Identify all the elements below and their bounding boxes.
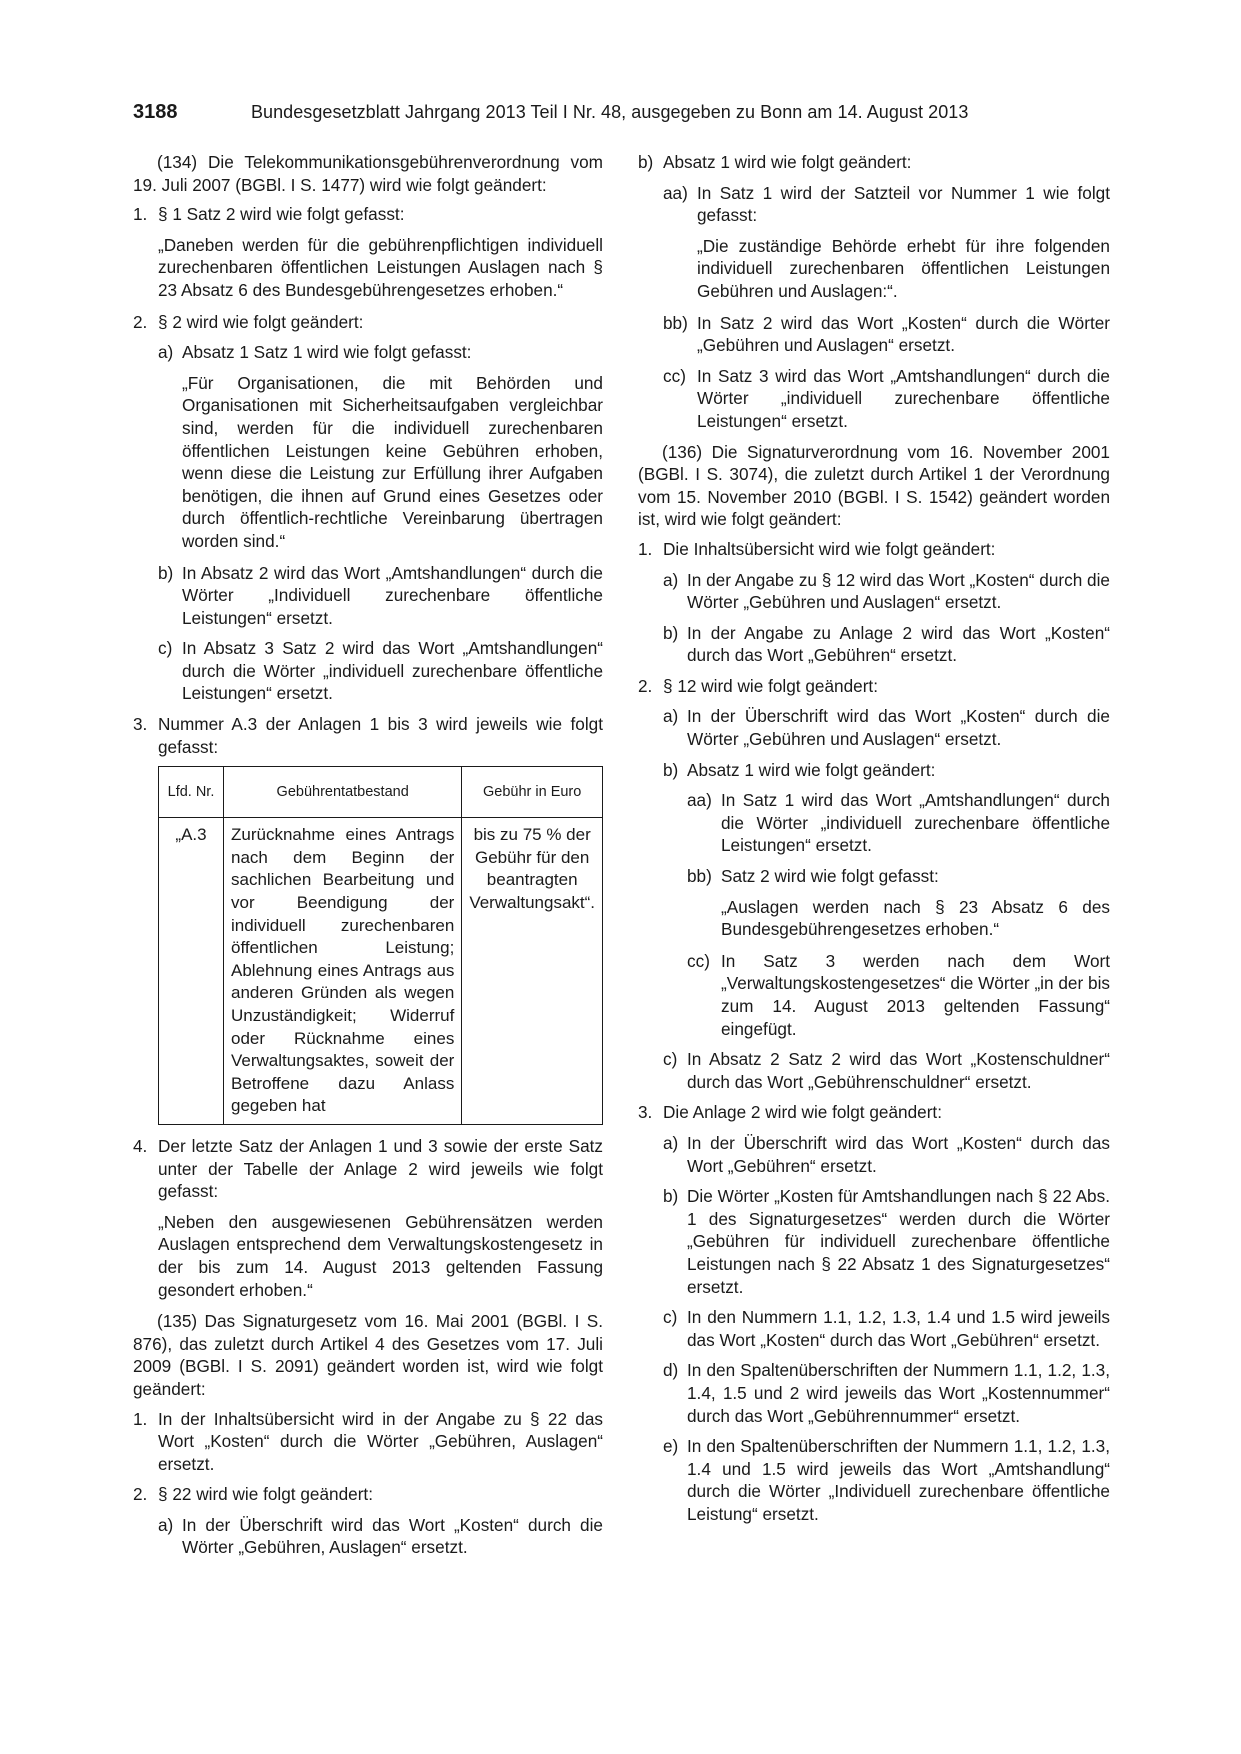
item-text: Satz 2 wird wie folgt gefasst: — [721, 866, 939, 887]
item-label: b) — [158, 562, 174, 583]
item-label: d) — [663, 1360, 679, 1381]
item-label: c) — [663, 1307, 678, 1328]
item-label: a) — [663, 706, 679, 727]
item-text: § 12 wird wie folgt geändert: — [663, 675, 878, 696]
item-label: 1. — [638, 538, 653, 559]
item-text: Die Anlage 2 wird wie folgt geändert: — [663, 1102, 942, 1123]
table-cell: bis zu 75 % der Gebühr für den beantragten Verwaltungsakt“. — [462, 818, 603, 1125]
item-text: In Satz 1 wird das Wort „Amtshandlungen“ durch die Wörter „individuell zurechenbare öffentliche Leistungen“ ersetzt. — [721, 790, 1110, 856]
item-label: c) — [158, 638, 173, 659]
column-header: Gebühr in Euro — [462, 767, 603, 818]
quoted-text: „Für Organisationen, die mit Behörden und Organisationen mit Sicherheitsaufgaben vergleichbar sind, werden für die individuell zurechenbaren öffentlichen Leistungen keine Gebühren erhoben, wenn diese die Leistung zur Erfüllung ihrer Aufgaben benötigen, die ihnen auf Grund eines Gesetzes oder durch öffentlich-rechtliche Vereinbarung übertragen worden sind.“ — [182, 372, 603, 551]
table-header-row — [159, 767, 603, 818]
item-text: § 2 wird wie folgt geändert: — [158, 311, 364, 332]
item-label: aa) — [687, 790, 712, 811]
item-label: a) — [158, 1514, 174, 1535]
item-text: In den Spaltenüberschriften der Nummern 1.1, 1.2, 1.3, 1.4 und 1.5 wird jeweils das Wort „Amtshandlung“ durch die Wörter „Individuell zurechenbare öffentliche Leistung“ ersetzt. — [687, 1436, 1110, 1524]
list-item — [638, 1101, 1110, 1124]
left-column — [133, 151, 603, 1567]
item-label: cc) — [687, 950, 710, 971]
section-134-intro: (134) Die Telekommunikationsgebührenverordnung vom 19. Juli 2007 (BGBl. I S. 1477) wird wie folgt geändert: — [133, 152, 603, 195]
item-label: 1. — [133, 1408, 148, 1429]
list-item — [638, 865, 1110, 888]
item-label: bb) — [687, 866, 712, 887]
list-item — [638, 312, 1110, 357]
item-text: § 1 Satz 2 wird wie folgt gefasst: — [158, 204, 405, 225]
item-text: In der Überschrift wird das Wort „Kosten“ durch die Wörter „Gebühren, Auslagen“ ersetzt. — [182, 1514, 603, 1558]
list-item — [638, 151, 1110, 174]
item-text: Absatz 1 Satz 1 wird wie folgt gefasst: — [182, 342, 472, 363]
item-text: In der Angabe zu § 12 wird das Wort „Kosten“ durch die Wörter „Gebühren und Auslagen“ ersetzt. — [687, 569, 1110, 613]
column-header: Gebührentatbestand — [224, 767, 462, 818]
item-text: Die Wörter „Kosten für Amtshandlungen nach § 22 Abs. 1 des Signaturgesetzes“ werden durch die Wörter „Gebühren für individuell zurechenbare öffentliche Leistungen nach § 22 Absatz 1 des Signaturgesetzes“ ersetzt. — [687, 1186, 1110, 1297]
item-label: b) — [663, 1186, 679, 1207]
list-item — [133, 1408, 603, 1476]
quoted-text: „Auslagen werden nach § 23 Absatz 6 des Bundesgebührengesetzes erhoben.“ — [721, 896, 1110, 940]
item-label: c) — [663, 1049, 678, 1070]
item-text: In Satz 3 wird das Wort „Amtshandlungen“ durch die Wörter „individuell zurechenbare öffentliche Leistungen“ ersetzt. — [697, 365, 1110, 431]
item-text: In Satz 1 wird der Satzteil vor Nummer 1 wie folgt gefasst: — [697, 182, 1110, 226]
quoted-text: „Daneben werden für die gebührenpflichtigen individuell zurechenbaren öffentlichen Leistungen Auslagen nach § 23 Absatz 6 des Bundesgebührengesetzes erhoben.“ — [158, 234, 603, 300]
list-item — [638, 1306, 1110, 1351]
item-label: b) — [638, 152, 654, 172]
list-item — [638, 675, 1110, 698]
item-text: § 22 wird wie folgt geändert: — [158, 1484, 373, 1505]
list-item — [638, 1048, 1110, 1093]
item-label: cc) — [663, 365, 686, 386]
gazette-title: Bundesgesetzblatt Jahrgang 2013 Teil I Nr. 48, ausgegeben zu Bonn am 14. August 2013 — [251, 102, 969, 122]
list-item — [133, 203, 603, 226]
list-item — [133, 341, 603, 364]
list-item — [638, 182, 1110, 227]
item-text: Die Inhaltsübersicht wird wie folgt geändert: — [663, 538, 996, 559]
list-item — [133, 311, 603, 334]
section-135-intro: (135) Das Signaturgesetz vom 16. Mai 2001 (BGBl. I S. 876), das zuletzt durch Artikel 4 des Gesetzes vom 17. Juli 2009 (BGBl. I S. 2091) geändert worden ist, wird wie folgt geändert: — [133, 1311, 603, 1399]
item-label: 3. — [638, 1102, 653, 1123]
item-label: 4. — [133, 1135, 148, 1156]
item-text: Nummer A.3 der Anlagen 1 bis 3 wird jeweils wie folgt gefasst: — [158, 714, 603, 757]
list-item — [638, 569, 1110, 614]
list-item — [638, 1359, 1110, 1427]
table-cell: Zurücknahme eines Antrags nach dem Beginn der sachlichen Bearbeitung und vor Beendigung der individuell zurechenbaren öffentlichen Leistung; Ablehnung eines Antrags aus anderen Gründen als wegen Unzuständigkeit; Widerruf oder Rücknahme eines Verwaltungsaktes, soweit der Betroffene dazu Anlass gegeben hat — [224, 818, 462, 1125]
table-cell: „A.3 — [159, 818, 224, 1125]
list-item — [638, 759, 1110, 782]
list-item — [133, 713, 603, 758]
item-label: a) — [663, 1132, 679, 1153]
item-text: In Absatz 3 Satz 2 wird das Wort „Amtshandlungen“ durch die Wörter „individuell zurechenbare öffentliche Leistungen“ ersetzt. — [182, 638, 603, 704]
item-text: In der Angabe zu Anlage 2 wird das Wort „Kosten“ durch das Wort „Gebühren“ ersetzt. — [687, 622, 1110, 666]
item-text: Absatz 1 wird wie folgt geändert: — [663, 152, 912, 172]
item-text: Der letzte Satz der Anlagen 1 und 3 sowie der erste Satz unter der Tabelle der Anlage 2 wird jeweils wie folgt gefasst: — [158, 1135, 603, 1202]
list-item — [638, 789, 1110, 857]
item-text: In der Überschrift wird das Wort „Kosten“ durch die Wörter „Gebühren und Auslagen“ ersetzt. — [687, 706, 1110, 750]
item-label: 1. — [133, 204, 148, 225]
list-item — [133, 1514, 603, 1559]
item-text: In Satz 3 werden nach dem Wort „Verwaltungskostengesetzes“ die Wörter „in der bis zum 14. August 2013 geltenden Fassung“ eingefügt. — [721, 950, 1110, 1039]
list-item — [133, 637, 603, 705]
list-item — [638, 705, 1110, 750]
list-item — [638, 1435, 1110, 1525]
item-text: In Satz 2 wird das Wort „Kosten“ durch die Wörter „Gebühren und Auslagen“ ersetzt. — [697, 312, 1110, 356]
item-label: b) — [663, 622, 679, 643]
list-item — [133, 1135, 603, 1203]
item-label: 2. — [133, 311, 148, 332]
list-item — [133, 562, 603, 630]
item-label: 2. — [638, 675, 653, 696]
page-number: 3188 — [133, 101, 178, 123]
section-136-intro: (136) Die Signaturverordnung vom 16. November 2001 (BGBl. I S. 3074), die zuletzt durch Artikel 1 der Verordnung vom 15. November 2010 (BGBl. I S. 1542) geändert worden ist, wird wie folgt geändert: — [638, 441, 1110, 530]
list-item — [638, 1185, 1110, 1298]
item-label: e) — [663, 1436, 679, 1457]
item-text: In der Inhaltsübersicht wird in der Angabe zu § 22 das Wort „Kosten“ durch die Wörter „Gebühren, Auslagen“ ersetzt. — [158, 1408, 603, 1474]
list-item — [638, 538, 1110, 561]
list-item — [638, 1132, 1110, 1177]
item-text: Absatz 1 wird wie folgt geändert: — [687, 759, 936, 780]
item-label: 3. — [133, 714, 148, 735]
item-label: aa) — [663, 182, 688, 203]
list-item — [638, 365, 1110, 433]
item-label: a) — [158, 342, 174, 363]
list-item — [638, 622, 1110, 667]
item-label: a) — [663, 569, 679, 590]
fee-table — [158, 766, 603, 1125]
item-text: In den Nummern 1.1, 1.2, 1.3, 1.4 und 1.5 wird jeweils das Wort „Kosten“ durch das Wort „Gebühren“ ersetzt. — [687, 1307, 1110, 1350]
item-label: bb) — [663, 312, 688, 333]
table-row — [159, 818, 603, 1125]
quoted-text: „Die zuständige Behörde erhebt für ihre folgenden individuell zurechenbaren öffentlichen Leistungen Gebühren und Auslagen:“. — [697, 235, 1110, 301]
column-header: Lfd. Nr. — [159, 767, 224, 818]
item-text: In den Spaltenüberschriften der Nummern 1.1, 1.2, 1.3, 1.4, 1.5 und 2 wird jeweils das Wort „Kostennummer“ durch das Wort „Gebührennummer“ ersetzt. — [687, 1360, 1110, 1426]
right-column — [638, 151, 1110, 1533]
item-text: In der Überschrift wird das Wort „Kosten“ durch das Wort „Gebühren“ ersetzt. — [687, 1132, 1110, 1176]
quoted-text: „Neben den ausgewiesenen Gebührensätzen werden Auslagen entsprechend dem Verwaltungskostengesetz in der bis zum 14. August 2013 geltenden Fassung gesondert erhoben.“ — [158, 1211, 603, 1300]
item-text: In Absatz 2 wird das Wort „Amtshandlungen“ durch die Wörter „Individuell zurechenbare öffentliche Leistungen“ ersetzt. — [182, 562, 603, 628]
list-item — [638, 950, 1110, 1040]
item-label: b) — [663, 759, 679, 780]
item-text: In Absatz 2 Satz 2 wird das Wort „Kostenschuldner“ durch das Wort „Gebührenschuldner“ ersetzt. — [687, 1049, 1110, 1092]
item-label: 2. — [133, 1484, 148, 1505]
page-header — [133, 100, 1101, 124]
list-item — [133, 1483, 603, 1506]
